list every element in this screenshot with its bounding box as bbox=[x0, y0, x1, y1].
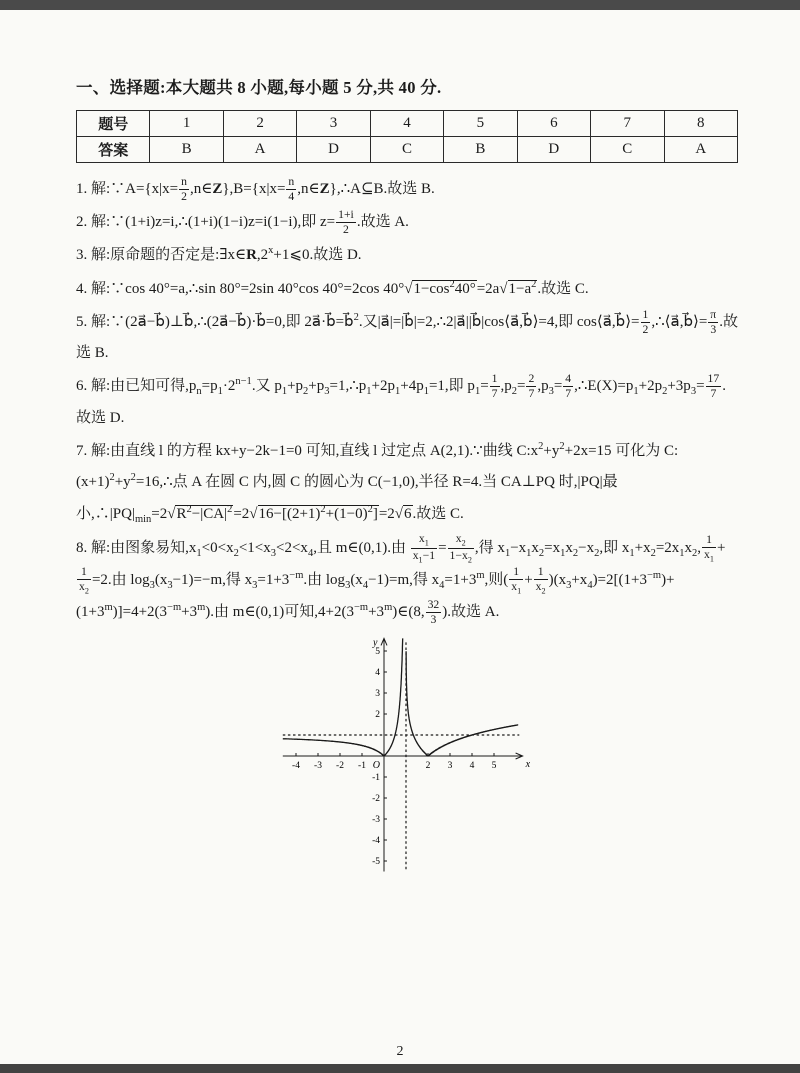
scan-edge-top bbox=[0, 0, 800, 10]
section-header: 一、选择题:本大题共 8 小题,每小题 5 分,共 40 分. bbox=[76, 78, 442, 97]
x-tick-label: 5 bbox=[491, 761, 497, 772]
answer-cell: B bbox=[444, 137, 517, 163]
y-axis-label: y bbox=[373, 637, 378, 649]
answer-cell: D bbox=[517, 137, 590, 163]
x-tick-label: 3 bbox=[447, 761, 453, 772]
answer-cell: C bbox=[370, 137, 443, 163]
y-tick-label: 2 bbox=[375, 710, 380, 721]
question-number-cell: 8 bbox=[664, 111, 738, 137]
solution-6: 6. 解:由已知可得$,p_n=p_1\cdot 2^{n-1}$.又 $p_1+p_2+p_3=1,\therefore p_1+2p_1+4p_1=1$,即 $p_1=$ $\frac{1}{7}$ $,p_2=$ $\frac{2}{7}$ $,p_3=$ $\frac{4}{7}$ $,\therefore E(X)=p_1+2p_2+3p_3=$ $\frac{17}{7}$ .故选 D. bbox=[76, 372, 726, 426]
y-tick-label: -3 bbox=[372, 815, 380, 826]
solutions-list bbox=[76, 174, 738, 628]
row-label-question-number: 题号 bbox=[77, 111, 150, 137]
question-number-cell: 5 bbox=[444, 111, 517, 137]
origin-label: O bbox=[372, 760, 380, 772]
scan-edge-bottom bbox=[0, 1064, 800, 1073]
solution-5: 5. 解:∵(2a⃗−b⃗)⊥b⃗,∴(2a⃗−b⃗)·b⃗=0,即 2a⃗·b⃗=b⃗$^2$.又|a⃗|=|b⃗|=2,∴2|a⃗||b⃗|cos⟨a⃗,b⃗⟩=4,即 cos⟨a⃗,b⃗⟩= $\frac{1}{2}$ ,∴⟨a⃗,b⃗⟩= $\frac{\pi}{3}$ .故选 B. bbox=[76, 308, 738, 361]
x-tick-label: 4 bbox=[469, 761, 475, 772]
y-tick-label: 3 bbox=[375, 689, 380, 700]
question-number-cell: 2 bbox=[223, 111, 296, 137]
solution-3: 3. 解:原命题的否定是$:\exists x\in R,2^x+1⩽0$.故选 D. bbox=[76, 245, 362, 264]
curve-log-branch bbox=[406, 652, 518, 757]
answer-cell: C bbox=[591, 137, 664, 163]
y-tick-label: -4 bbox=[372, 836, 380, 847]
answer-table-answer-row bbox=[77, 137, 738, 163]
question-number-cell: 3 bbox=[297, 111, 370, 137]
y-tick-label: 5 bbox=[375, 647, 380, 658]
function-graph bbox=[76, 630, 738, 882]
graph-canvas bbox=[276, 630, 538, 882]
solution-8: 8. 解:由图象易知$,x_1<0<x_2<1<x_3<2<x_4$,且 m∈(0,1).由 $\frac{x_1}{x_1-1}$ = $\frac{x_2}{1-x_2}$ ,得 $x_1-x_1x_2=x_1x_2-x_2$,即 $x_1+x_2=2x_1x_2$, $\frac{1}{x_1}$ + $\frac{1}{x_2}$ =2.由 $\log_3(x_3-1)=-m$,得 $x_3=1+3^{-m}$.由 $\log_3(x_4-1)=m$,得 $x_4=1+3^m$,则( $\frac{1}{x_1}$ + $\frac{1}{x_2}$ )$(x_3+x_4)=2[(1+3^{-m})+(1+3^m)]=4+2(3^{-m}+3^m)$.由 m∈(0,1)可知$,4+2(3^{-m}+3^m)\in(8$, $\frac{32}{3}$ ).故选 A. bbox=[76, 532, 726, 627]
y-tick-label: 4 bbox=[375, 668, 380, 679]
answer-cell: A bbox=[664, 137, 738, 163]
answer-cell: B bbox=[150, 137, 223, 163]
row-label-answer: 答案 bbox=[77, 137, 150, 163]
x-tick-label: -1 bbox=[358, 761, 366, 772]
answer-table-number-row bbox=[77, 111, 738, 137]
question-number-cell: 7 bbox=[591, 111, 664, 137]
question-number-cell: 4 bbox=[370, 111, 443, 137]
page-number: 2 bbox=[396, 1044, 404, 1059]
solution-1: 1. 解:∵A={x|x= $\frac{n}{2}$ ,n∈Z},B={x|x= $\frac{n}{4}$ ,n∈Z},∴A⊆B.故选 B. bbox=[76, 175, 435, 204]
y-tick-label: -1 bbox=[372, 773, 380, 784]
solution-4: 4. 解:∵cos 40°=a,∴sin 80°=2sin 40°cos 40°=2cos $40^\circ√1-\cos^240^\circ=2a√1-a^2$.故选 C. bbox=[76, 278, 589, 297]
page-content bbox=[76, 74, 738, 882]
x-tick-label: -2 bbox=[336, 761, 344, 772]
y-tick-label: -2 bbox=[372, 794, 380, 805]
question-number-cell: 6 bbox=[517, 111, 590, 137]
curve-rational-branch bbox=[283, 639, 403, 757]
answer-cell: A bbox=[223, 137, 296, 163]
x-tick-label: -4 bbox=[292, 761, 300, 772]
solution-7: 7. 解:由直线 l 的方程 kx+y−2k−1=0 可知,直线 l 过定点 A(2,1).∵曲线 $C:x^2+y^2+2x=15$ 可化为 $C:(x+1)^2+y^2=16,\therefore$点 A 在圆 C 内,圆 C 的圆心为 C(−1,0),半径 R=4.当 CA⊥PQ 时,|PQ|最小$,\therefore|PQ|_{min}=2√R^2-|CA|^2=2√16-[(2+1)^2+(1-0)^2]=2√6$.故选 C. bbox=[76, 441, 679, 525]
question-number-cell: 1 bbox=[150, 111, 223, 137]
solution-2: 2. 解:∵(1+i)z=i,∴(1+i)(1−i)z=i(1−i),即 z= $\frac{1+i}{2}$ .故选 A. bbox=[76, 208, 409, 237]
answer-cell: D bbox=[297, 137, 370, 163]
y-tick-label: -5 bbox=[372, 857, 380, 868]
x-tick-label: 2 bbox=[425, 761, 431, 772]
x-axis-label: x bbox=[525, 759, 531, 771]
answer-table bbox=[76, 110, 738, 163]
x-tick-label: -3 bbox=[314, 761, 322, 772]
